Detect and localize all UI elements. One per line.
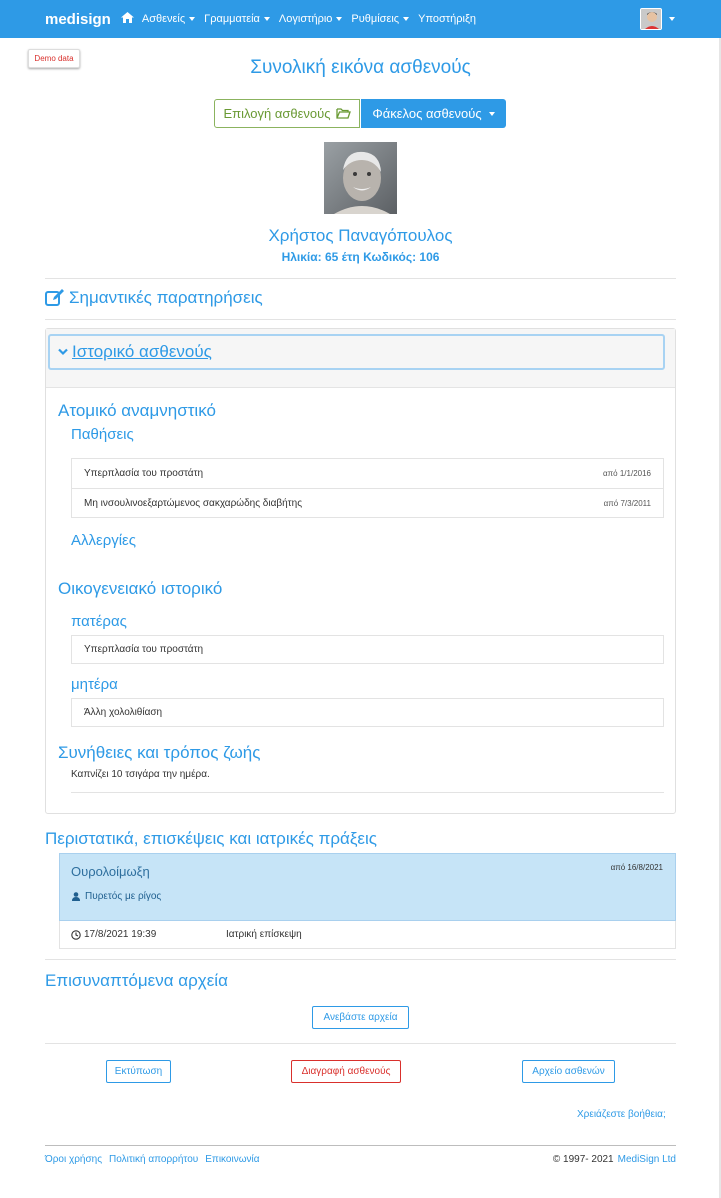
nav-patients-label: Ασθενείς <box>141 13 186 25</box>
conditions-heading: Παθήσεις <box>71 426 134 443</box>
family-history-heading: Οικογενειακό ιστορικό <box>58 579 223 598</box>
top-navbar <box>0 0 721 38</box>
clock-icon <box>71 930 81 940</box>
habits-heading: Συνήθειες και τρόπος ζωής <box>58 743 261 762</box>
nav-settings[interactable] <box>351 13 409 25</box>
divider <box>45 1043 676 1044</box>
habits-text: Καπνίζει 10 τσιγάρα την ημέρα. <box>71 769 210 780</box>
patient-folder-button[interactable] <box>361 99 506 128</box>
help-link[interactable]: Χρειάζεστε βοήθεια; <box>577 1109 666 1120</box>
nav-secretariat-label: Γραμματεία <box>204 13 260 25</box>
divider <box>45 319 676 320</box>
folder-open-icon <box>336 108 351 119</box>
chevron-down-icon <box>403 17 409 21</box>
list-item[interactable] <box>72 459 663 488</box>
allergies-heading: Αλλεργίες <box>71 532 136 549</box>
incident-symptom <box>72 891 161 902</box>
patient-archive-button[interactable]: Αρχείο ασθενών <box>522 1060 615 1083</box>
divider <box>71 792 664 793</box>
incident-symptom-text: Πυρετός με ρίγος <box>85 891 162 902</box>
father-heading: πατέρας <box>71 613 127 630</box>
privacy-link[interactable]: Πολιτική απορρήτου <box>109 1154 199 1165</box>
father-condition <box>71 635 664 664</box>
patient-name: Χρήστος Παναγόπουλος <box>268 226 453 245</box>
chevron-down-icon <box>489 112 495 116</box>
visit-datetime <box>71 929 156 940</box>
visit-type: Ιατρική επίσκεψη <box>226 929 302 940</box>
copyright <box>553 1154 676 1165</box>
chevron-down-icon <box>264 17 270 21</box>
incident-title: Ουρολοίμωξη <box>71 864 150 879</box>
personal-history-heading: Ατομικό αναμνηστικό <box>58 401 216 420</box>
visit-row[interactable] <box>59 921 676 949</box>
divider <box>45 278 676 279</box>
select-patient-button[interactable] <box>214 99 360 128</box>
mother-condition-text: Άλλη χολολιθίαση <box>84 707 163 718</box>
important-notes-label: Σημαντικές παρατηρήσεις <box>69 288 263 307</box>
incident-card[interactable] <box>59 853 676 921</box>
terms-link[interactable]: Όροι χρήσης <box>45 1154 103 1165</box>
footer-links <box>45 1154 260 1165</box>
company-link[interactable]: MediSign Ltd <box>617 1154 676 1165</box>
condition-name: Μη ινσουλινοεξαρτώμενος σακχαρώδης διαβήτης <box>84 497 303 509</box>
condition-name: Υπερπλασία του προστάτη <box>84 468 204 479</box>
history-toggle[interactable] <box>48 334 665 370</box>
select-patient-label: Επιλογή ασθενούς <box>223 106 331 121</box>
user-avatar[interactable] <box>640 8 662 30</box>
footer-divider <box>45 1145 676 1146</box>
mother-heading: μητέρα <box>71 676 118 693</box>
contact-link[interactable]: Επικοινωνία <box>205 1154 260 1165</box>
condition-since: από 7/3/2011 <box>603 498 651 508</box>
nav-support[interactable] <box>418 13 476 25</box>
nav-accounting-label: Λογιστήριο <box>278 13 333 25</box>
nav-patients[interactable] <box>142 13 195 25</box>
copyright-text: © 1997- 2021 <box>552 1154 614 1165</box>
attachments-heading: Επισυναπτόμενα αρχεία <box>45 971 228 990</box>
delete-patient-button[interactable]: Διαγραφή ασθενούς <box>291 1060 401 1083</box>
upload-files-button[interactable]: Ανεβάστε αρχεία <box>312 1006 409 1029</box>
incident-since: από 16/8/2021 <box>610 863 663 872</box>
incidents-heading: Περιστατικά, επισκέψεις και ιατρικές πράξεις <box>45 829 377 848</box>
father-condition-text: Υπερπλασία του προστάτη <box>84 644 204 655</box>
patient-photo <box>324 142 397 214</box>
chevron-down-icon <box>58 348 68 356</box>
nav-secretariat[interactable] <box>204 13 270 25</box>
history-toggle-label: Ιστορικό ασθενούς <box>72 342 212 361</box>
patient-folder-label: Φάκελος ασθενούς <box>372 106 482 121</box>
conditions-list <box>71 458 664 518</box>
chevron-down-icon <box>336 17 342 21</box>
divider <box>45 959 676 960</box>
nav-accounting[interactable] <box>279 13 342 25</box>
chevron-down-icon <box>189 17 195 21</box>
home-icon[interactable] <box>121 10 134 28</box>
nav-settings-label: Ρυθμίσεις <box>351 13 400 25</box>
important-notes-heading[interactable] <box>45 288 263 308</box>
user-menu-chevron-icon[interactable] <box>669 17 675 21</box>
patient-age-code: Ηλικία: 65 έτη Κωδικός: 106 <box>281 250 440 264</box>
mother-condition <box>71 698 664 727</box>
edit-icon <box>45 289 65 307</box>
nav-support-label: Υποστήριξη <box>418 13 476 25</box>
brand-logo[interactable]: medisign <box>45 10 111 28</box>
condition-since: από 1/1/2016 <box>603 469 651 478</box>
user-icon <box>72 892 80 901</box>
print-button[interactable]: Εκτύπωση <box>106 1060 171 1083</box>
visit-datetime-text: 17/8/2021 19:39 <box>84 929 157 940</box>
demo-data-badge: Demo data <box>28 49 80 68</box>
page-title: Συνολική εικόνα ασθενούς <box>250 57 471 78</box>
list-item[interactable] <box>72 488 663 517</box>
